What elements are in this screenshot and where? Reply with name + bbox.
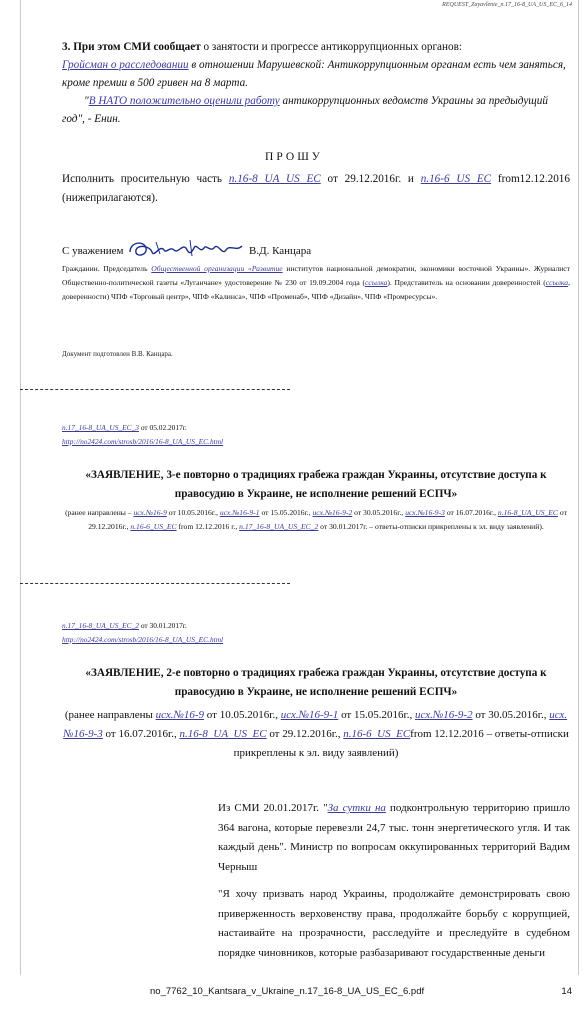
previous-text: (ранее направлены –	[65, 508, 134, 517]
link-ssylka-1[interactable]: ссылка	[365, 278, 388, 287]
prosu-heading: ПРОШУ	[265, 151, 323, 163]
previous-text: from 12.12.2016 г.,	[176, 522, 240, 531]
previous-link[interactable]: исх.№16-9-1	[219, 508, 260, 517]
execute-text3: from12.12.2016 (нижеприлагаются).	[62, 173, 570, 204]
separator-2	[20, 583, 290, 584]
previous-link[interactable]: п.16-6_US_EC	[130, 522, 177, 531]
quote-media	[218, 799, 570, 877]
point-3-text2: антикоррупционных ведомств Украины за предыдущий год", - Енин.	[62, 95, 548, 125]
previous-text: от 16.07.2016г.,	[444, 508, 498, 517]
point-3-text1: в отношении Марушевской: Антикоррупционным органам есть чем заняться, кроме премии в 500 гривен на 8 марта.	[62, 59, 566, 89]
link-ssylka-2[interactable]: ссылка	[545, 278, 569, 287]
credentials-text2: институтов национальной демократии, экономики восточной Украины». Журналист Общественно-политической газеты «Луганчане» удостоверение № 230 от 19.09.2004 года (	[62, 264, 570, 287]
previous-link[interactable]: исх.№16-9-2	[312, 508, 353, 517]
previous-text: от 30.05.2016г.,	[352, 508, 406, 517]
section1-url-row	[62, 436, 223, 448]
previous-text: от 30.01.2017г. – ответы-отписки прикреплены к эл. виду заявлений).	[318, 522, 544, 531]
link-section1-url[interactable]: http://no2424.com/strosb/2016/16-8_UA_US_EC.html	[62, 437, 224, 446]
link-16-8[interactable]: п.16-8 UA US EC	[228, 173, 321, 185]
point-3-paragraph	[62, 38, 570, 128]
previous-text: (ранее направлены	[64, 709, 156, 721]
previous-link[interactable]: исх.№16-9-1	[280, 709, 339, 721]
separator-1	[20, 389, 290, 390]
signer-name: В.Д. Канцара	[248, 245, 312, 258]
previous-text: from 12.12.2016 – ответы-отписки прикреплены к эл. виду заявлений)	[233, 728, 569, 759]
execute-paragraph	[62, 170, 570, 208]
header-reference: REQUEST_Zayavlenie_n.17_16-8_UA_US_EC_6_14	[442, 2, 572, 8]
credentials-text4: , доверенности) ЧПФ «Торговый центр», ЧПФ «Калинса», ЧПФ «Променаб», ЧПФ «Дизайн», ЧПФ «Промресурсы».	[62, 278, 570, 301]
link-groisman[interactable]: Гройсман о расследовании	[62, 59, 189, 71]
regards-text: С уважением	[62, 245, 124, 258]
link-16-6[interactable]: п.16-6 US EC	[420, 173, 492, 185]
credentials-paragraph	[62, 262, 570, 304]
execute-text1: Исполнить просительную часть	[62, 173, 229, 185]
link-section1-ref[interactable]: п.17_16-8_UA_US_EC_3	[62, 423, 139, 432]
previous-text: от 29.12.2016г.,	[88, 508, 567, 531]
credentials-text1: Гражданин. Председатель	[62, 264, 152, 273]
credentials-text3: ). Представитель на основании доверенностей (	[387, 278, 546, 287]
prepared-by: Документ подготовлен В.В. Канцара.	[62, 350, 173, 358]
previous-text: от 15.05.2016г.,	[338, 709, 415, 721]
right-margin-line	[578, 0, 579, 975]
quote-open: "	[84, 95, 89, 107]
link-section2-ref[interactable]: п.17_16-8_UA_US_EC_2	[62, 621, 139, 630]
previous-text: от 16.07.2016г.,	[102, 728, 180, 740]
previous-text: от 29.12.2016г.,	[266, 728, 344, 740]
section2-title: «ЗАЯВЛЕНИЕ, 2-е повторно о традициях грабежа граждан Украины, отсутствие доступа к правосудию в Украине, не исполнение решений ЕСПЧ»	[85, 667, 547, 698]
previous-link[interactable]: исх.№16-9-3	[405, 508, 445, 517]
section2-previous	[62, 706, 570, 763]
quote-appeal: "Я хочу призвать народ Украины, продолжайте демонстрировать свою приверженность верховенству права, продолжайте борьбу с коррупцией, настаивайте на прозрачности, расследуйте и преследуйте в судебном порядке чиновников, которые разбазаривают государственные деньги	[218, 888, 570, 959]
previous-link[interactable]: п.16-8_UA_US_EC	[497, 508, 558, 517]
previous-link[interactable]: п.16-6_US_EC	[343, 728, 411, 740]
previous-text: от 15.05.2016г.,	[259, 508, 313, 517]
section1-previous	[62, 506, 570, 534]
link-section2-url[interactable]: http://no2424.com/strosb/2016/16-8_UA_US_EC.html	[62, 635, 224, 644]
section2-ref	[62, 620, 187, 632]
link-nato[interactable]: В НАТО положительно оценили работу	[88, 95, 280, 107]
link-organization[interactable]: Общественной организации «Развитие	[151, 264, 283, 273]
previous-text: от 10.05.2016г.,	[204, 709, 281, 721]
section2-ref-date: от 30.01.2017г.	[138, 621, 187, 630]
previous-link[interactable]: п.17_16-8_UA_US_EC_2	[239, 522, 319, 531]
section2-url-row	[62, 634, 223, 646]
previous-link[interactable]: исх.№16-9	[133, 508, 167, 517]
previous-text: от 10.05.2016г.,	[166, 508, 220, 517]
footer-filename: no_7762_10_Kantsara_v_Ukraine_n.17_16-8_UA_US_EC_6.pdf	[150, 986, 425, 997]
section1-title: «ЗАЯВЛЕНИЕ, 3-е повторно о традициях грабежа граждан Украины, отсутствие доступа к правосудию в Украине, не исполнение решений ЕСПЧ»	[85, 469, 547, 500]
execute-text2: от 29.12.2016г. и	[320, 173, 421, 185]
point-3-lead-rest: о занятости и прогрессе антикоррупционных органов:	[200, 41, 462, 53]
left-margin-line	[20, 0, 21, 975]
section1-ref	[62, 422, 187, 434]
previous-text: от 30.05.2016г.,	[472, 709, 550, 721]
point-3-lead: 3. При этом СМИ сообщает	[62, 41, 201, 53]
previous-link[interactable]: исх.№16-9-3	[63, 709, 568, 740]
previous-link[interactable]: исх.№16-9	[155, 709, 205, 721]
previous-link[interactable]: п.16-8_UA_US_EC	[179, 728, 267, 740]
section1-ref-date: от 05.02.2017г.	[138, 423, 187, 432]
page-number: 14	[561, 986, 572, 997]
quote1-text2: подконтрольную территорию пришло 364 вагона, которые перевезли 24,7 тыс. тонн энергетического угля. И так каждый день". Министр по вопросам оккупированных территорий Вадим Черныш	[218, 802, 570, 873]
previous-link[interactable]: исх.№16-9-2	[415, 709, 473, 721]
link-za-sutki[interactable]: За сутки на	[327, 802, 386, 814]
quote1-text1: Из СМИ 20.01.2017г. "	[218, 802, 328, 814]
